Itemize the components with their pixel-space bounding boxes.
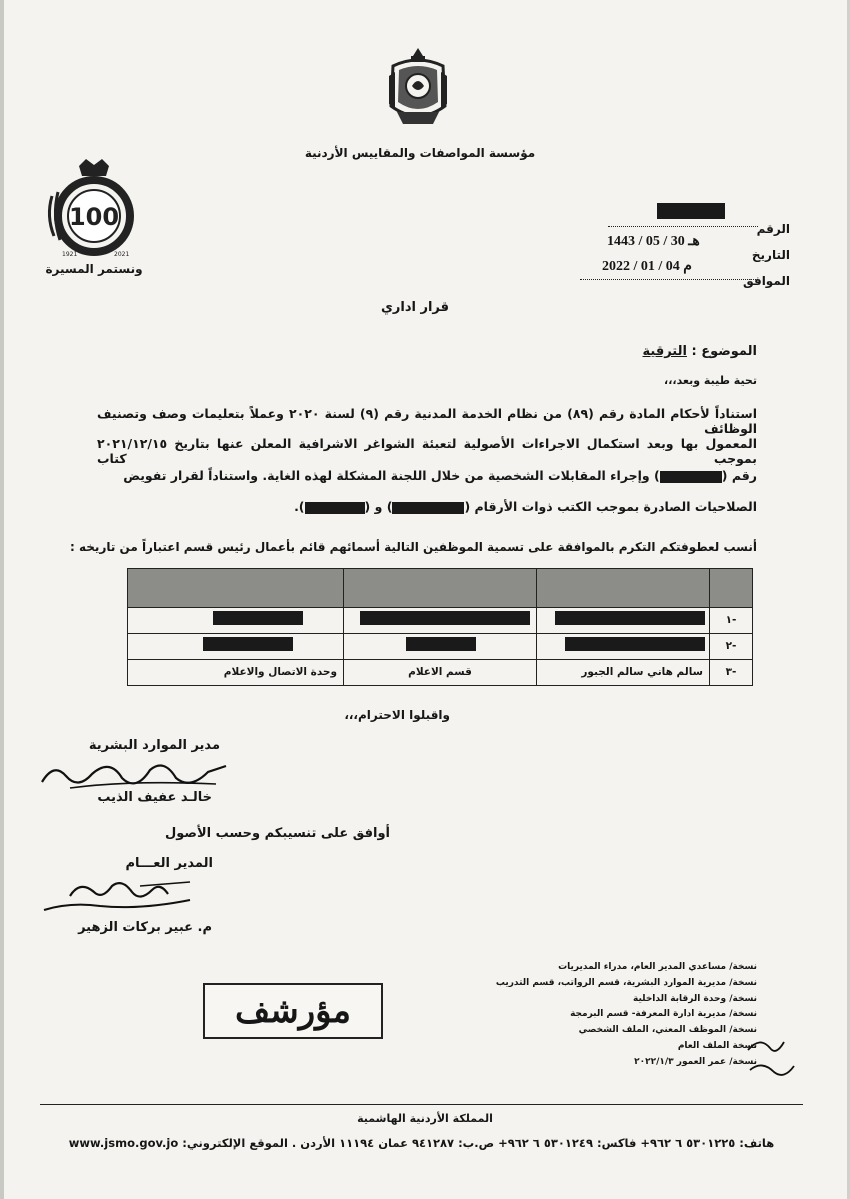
approval-text: أوافق على تنسيبكم وحسب الأصول [164, 826, 390, 841]
ref-underline [608, 226, 758, 227]
list-item: نسخة/ الموظف المعني، الملف الشخصي [578, 1025, 757, 1036]
regards: واقبلوا الاحترام،،، [344, 708, 450, 722]
handwritten-initials-icon [740, 1030, 800, 1090]
table-header-cell [344, 569, 537, 608]
unit-redacted [128, 607, 344, 633]
date-label: التاريخ [751, 248, 790, 262]
ref-label: الرقم [756, 222, 790, 236]
list-item: نسخة/ مساعدي المدير العام، مدراء المديريات [558, 962, 757, 972]
hr-signature-title: مدير الموارد البشرية [88, 738, 220, 753]
organization-name: مؤسسة المواصفات والمقاييس الأردنية [304, 146, 536, 160]
jordan-coat-of-arms-icon [383, 46, 453, 132]
list-item: نسخة/ مديرية ادارة المعرفة- قسم البرمجة [570, 1009, 757, 1020]
archived-stamp [203, 983, 383, 1039]
centenary-year-start: 1921 [62, 251, 78, 258]
unit-redacted [128, 633, 344, 659]
nomination-text: أنسب لعطوفتكم التكرم بالموافقة على تسمية الموظفين التالية أسمائهم قائم بأعمال رئيس قسم اعتباراً من تاريخه : [70, 540, 757, 554]
body-line-4 [97, 499, 757, 514]
body-line-3-end: ) وإجراء المقابلات الشخصية من خلال اللجنة المشكلة لهذه الغاية. واستناداً لقرار تفويض [123, 468, 660, 483]
department-redacted [344, 633, 537, 659]
department-redacted [344, 607, 537, 633]
stamp-text: مؤرشف [235, 991, 351, 1031]
body-line-3 [97, 468, 757, 483]
table-header-cell [128, 569, 344, 608]
ref-number-redaction [657, 203, 725, 219]
list-item: نسخة الملف العام [677, 1040, 757, 1051]
gm-signature-icon [40, 872, 210, 920]
table-header-cell [537, 569, 710, 608]
body-line-1: استناداً لأحكام المادة رقم (٨٩) من نظام الخدمة المدنية رقم (٩) لسنة ٢٠٢٠ وعملاً بتعليمات وصف وتصنيف الوظائف [97, 406, 758, 436]
gregorian-date: 2022 / 01 / 04 م [602, 259, 692, 274]
list-item: نسخة/ مديرية الموارد البشرية، قسم الرواتب، قسم التدريب [495, 977, 757, 988]
body-line-3-start: رقم ( [721, 468, 757, 483]
list-item: نسخة/ وحدة الرقابة الداخلية [633, 993, 757, 1004]
footer-divider [40, 1104, 803, 1105]
greeting: تحية طيبة وبعد،،، [664, 374, 757, 387]
table-row [128, 659, 753, 685]
footer-country: المملكة الأردنية الهاشمية [357, 1112, 493, 1125]
row-number: -٣ [710, 659, 753, 685]
employee-name: سالم هاني سالم الجبور [537, 659, 710, 685]
table-header-row [128, 569, 753, 608]
body-line-4-start: الصلاحيات الصادرة بموجب الكتب ذوات الأرقام ( [464, 499, 757, 514]
table-row [128, 607, 753, 633]
subject-line [643, 344, 758, 359]
employee-name-redacted [537, 633, 710, 659]
table-row [128, 633, 753, 659]
centenary-slogan: ونستمر المسيرة [45, 262, 143, 276]
letter-number-redaction [660, 471, 722, 483]
centenary-number: 100 [68, 203, 120, 231]
department: قسم الاعلام [344, 659, 537, 685]
date-underline [580, 279, 758, 280]
subject-value: الترقية [642, 344, 687, 359]
employee-name-redacted [537, 607, 710, 633]
table-header-cell [710, 569, 753, 608]
subject-label: الموضوع : [691, 344, 757, 359]
hr-signature-name: خالـد عفيف الذيب [97, 790, 212, 805]
body-line-2: المعمول بها وبعد استكمال الاجراءات الأصولية لتعبئة الشواغر الاشرافية المعلن عنها بتاريخ ٢٠٢١/١٢/١٥ بموجب كتاب [97, 436, 757, 466]
employees-table [127, 568, 753, 686]
centenary-year-end: 2021 [114, 251, 130, 258]
row-number: -٢ [710, 633, 753, 659]
body-line-4-end: ). [294, 499, 305, 514]
decree-ref-2-redaction [305, 502, 365, 514]
decree-ref-1-redaction [392, 502, 464, 514]
copies-list [477, 960, 757, 1071]
footer-contact: هاتف: ٥٣٠١٢٢٥ ٦ ٩٦٢+ فاكس: ٥٣٠١٢٤٩ ٦ ٩٦٢+ ص.ب: ٩٤١٢٨٧ عمان ١١١٩٤ الأردن . الموقع الإلكتروني: www.jsmo.gov.jo [68, 1136, 775, 1150]
unit: وحدة الاتصال والاعلام [128, 659, 344, 685]
scan-edge-left [0, 0, 4, 1199]
hijri-date: 1443 / 05 / 30 هـ [607, 234, 700, 249]
corresponding-label: الموافق [743, 274, 790, 288]
list-item: نسخة/ عمر العمور ٢٠٢٢/١/٣ [634, 1056, 757, 1067]
gm-signature-name: م. عبير بركات الزهير [78, 920, 212, 935]
decision-title: قرار اداري [380, 300, 450, 315]
gm-signature-title: المدير العـــام [125, 856, 213, 871]
body-line-4-mid: ) و ( [364, 499, 393, 514]
row-number: -١ [710, 607, 753, 633]
